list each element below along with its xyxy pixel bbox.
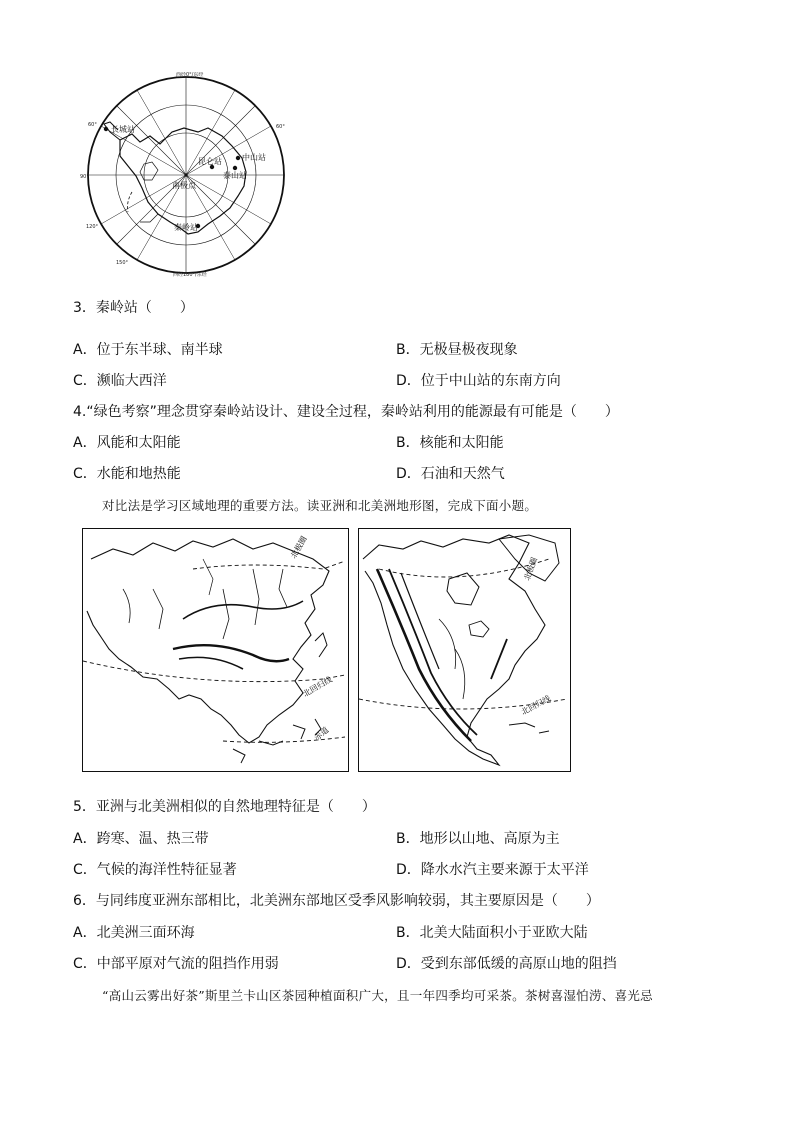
kunlun-label: 昆仑站 [198, 157, 222, 166]
na-tropic-label: 北回归线 [519, 693, 553, 717]
q4-stem: 4.“绿色考察”理念贯穿秦岭站设计、建设全过程，秦岭站利用的能源最有可能是（ ） [73, 404, 619, 420]
q6-option-c[interactable]: C．中部平原对气流的阻挡作用弱 [73, 956, 279, 972]
edge-label-top: 西经0°/东经 [176, 72, 204, 78]
q6-option-d[interactable]: D．受到东部低缓的高原山地的阻挡 [396, 956, 617, 972]
south-pole-label: 南极点 [172, 181, 196, 190]
intro-tea: “高山云雾出好茶”斯里兰卡山区茶园种植面积广大，且一年四季均可采茶。茶树喜湿怕涝、喜光忌 [102, 988, 653, 1003]
intro-compare: 对比法是学习区域地理的重要方法。读亚洲和北美洲地形图，完成下面小题。 [102, 498, 538, 513]
zhongshan-label: 中山站 [242, 153, 266, 162]
changcheng-station-marker [104, 127, 108, 131]
q3-option-b[interactable]: B．无极昼极夜现象 [396, 342, 518, 358]
north-america-map [358, 528, 571, 772]
zhongshan-station-marker [236, 156, 240, 160]
asia-equator-label: 赤道 [312, 725, 331, 743]
edge-label-left-mid: 90° [80, 174, 89, 180]
asia-map [82, 528, 349, 772]
q5-option-c[interactable]: C．气候的海洋性特征显著 [73, 862, 237, 878]
edge-label-left-lower: 120° [86, 224, 99, 230]
q5-option-b[interactable]: B．地形以山地、高原为主 [396, 831, 560, 847]
edge-label-right-upper: 60° [276, 124, 285, 130]
q4-option-c[interactable]: C．水能和地热能 [73, 466, 181, 482]
changcheng-label: 长城站 [111, 125, 135, 134]
q6-stem: 6．与同纬度亚洲东部相比，北美洲东部地区受季风影响较弱，其主要原因是（ ） [73, 893, 600, 909]
q3-stem: 3．秦岭站（ ） [73, 300, 194, 316]
taishan-station-marker [233, 166, 237, 170]
asia-arctic-circle-label: 北极圈 [288, 534, 309, 560]
q6-option-a[interactable]: A．北美洲三面环海 [73, 925, 195, 941]
qinling-label: 秦岭站 [174, 223, 198, 232]
q4-option-b[interactable]: B．核能和太阳能 [396, 435, 504, 451]
edge-label-bottom-left: 150° [116, 260, 129, 266]
taishan-label: 泰山站 [223, 171, 247, 180]
q4-option-a[interactable]: A．风能和太阳能 [73, 435, 181, 451]
south-pole-marker [184, 173, 187, 176]
q5-stem: 5．亚洲与北美洲相似的自然地理特征是（ ） [73, 799, 376, 815]
q6-option-b[interactable]: B．北美大陆面积小于亚欧大陆 [396, 925, 588, 941]
q5-option-d[interactable]: D．降水水汽主要来源于太平洋 [396, 862, 589, 878]
q3-option-a[interactable]: A．位于东半球、南半球 [73, 342, 223, 358]
edge-label-bottom: 西经180°/东经 [173, 272, 207, 277]
q4-option-d[interactable]: D．石油和天然气 [396, 466, 505, 482]
q3-option-c[interactable]: C．濒临大西洋 [73, 373, 167, 389]
q3-option-d[interactable]: D．位于中山站的东南方向 [396, 373, 561, 389]
edge-label-left-upper: 60° [88, 122, 97, 128]
antarctic-map [80, 72, 295, 277]
asia-tropic-label: 北回归线 [301, 674, 334, 699]
na-arctic-circle-label: 北极圈 [522, 556, 540, 582]
q5-option-a[interactable]: A．跨寒、温、热三带 [73, 831, 209, 847]
